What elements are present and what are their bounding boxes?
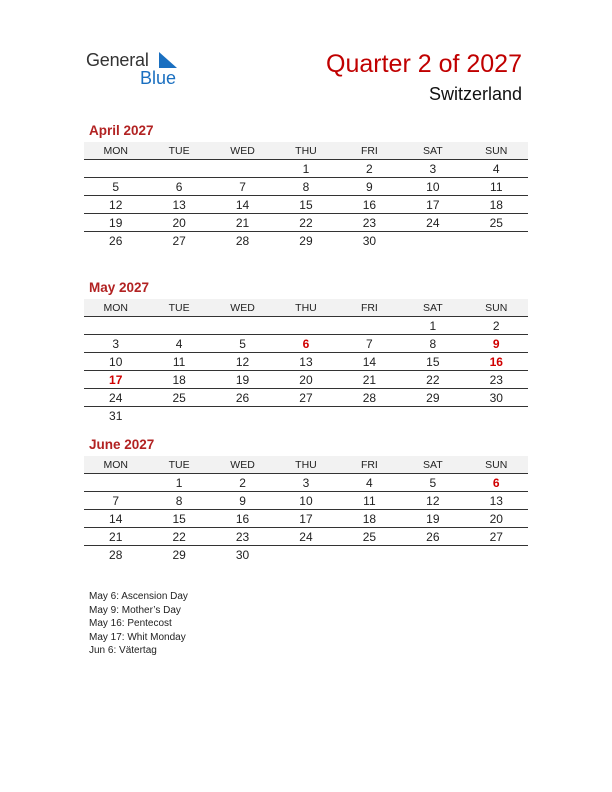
empty-day-cell — [274, 546, 337, 564]
day-cell: 21 — [338, 371, 401, 389]
generalblue-logo — [86, 50, 196, 90]
day-cell: 7 — [211, 178, 274, 196]
day-cell: 6 — [274, 335, 337, 353]
day-cell: 10 — [401, 178, 464, 196]
week-row — [84, 335, 528, 353]
weekday-header: WED — [211, 456, 274, 474]
weekday-header: THU — [274, 456, 337, 474]
day-cell: 19 — [84, 214, 147, 232]
weekday-header: FRI — [338, 299, 401, 317]
day-cell: 1 — [274, 160, 337, 178]
day-cell: 22 — [147, 528, 210, 546]
day-cell: 14 — [338, 353, 401, 371]
week-row — [84, 178, 528, 196]
day-cell: 30 — [235, 547, 250, 562]
day-cell: 2 — [211, 474, 274, 492]
weekday-header: SAT — [401, 142, 464, 160]
empty-day-cell — [465, 546, 528, 564]
day-cell: 16 — [211, 510, 274, 528]
week-row — [84, 492, 528, 510]
day-cell: 27 — [172, 233, 186, 248]
day-cell: 15 — [401, 353, 464, 371]
day-cell: 19 — [401, 510, 464, 528]
day-cell: 25 — [338, 528, 401, 546]
empty-day-cell — [211, 407, 274, 425]
holiday-note: May 6: Ascension Day — [89, 591, 188, 602]
holiday-notes — [89, 590, 188, 658]
day-cell: 4 — [147, 335, 210, 353]
day-cell: 13 — [147, 196, 210, 214]
weekday-header: TUE — [147, 299, 210, 317]
month-may — [84, 279, 528, 424]
week-row — [84, 528, 528, 546]
day-cell: 8 — [147, 492, 210, 510]
page-title: Quarter 2 of 2027 — [326, 50, 522, 78]
empty-day-cell — [84, 474, 147, 492]
day-cell: 11 — [338, 492, 401, 510]
weekday-header: WED — [211, 142, 274, 160]
day-cell: 10 — [274, 492, 337, 510]
day-cell: 27 — [274, 389, 337, 407]
logo-text-general: General — [86, 50, 149, 70]
month-title: June 2027 — [89, 437, 155, 452]
holiday-note: May 9: Mother’s Day — [89, 604, 181, 616]
empty-day-cell — [274, 317, 337, 335]
logo-flag-icon — [159, 52, 177, 68]
day-cell: 15 — [147, 510, 210, 528]
weekday-header-row — [84, 142, 528, 160]
month-april — [84, 122, 528, 249]
empty-day-cell — [465, 407, 528, 425]
day-cell: 27 — [465, 528, 528, 546]
weekday-header: MON — [84, 456, 147, 474]
weekday-header: THU — [274, 299, 337, 317]
empty-day-cell — [211, 317, 274, 335]
day-cell: 18 — [338, 510, 401, 528]
day-cell: 13 — [465, 492, 528, 510]
empty-day-cell — [84, 160, 147, 178]
month-title: May 2027 — [89, 280, 150, 295]
empty-day-cell — [338, 317, 401, 335]
day-cell: 16 — [465, 353, 528, 371]
weekday-header: WED — [211, 299, 274, 317]
calendar-table — [84, 142, 528, 249]
day-cell: 9 — [211, 492, 274, 510]
day-cell: 1 — [147, 474, 210, 492]
week-row — [84, 546, 528, 564]
empty-day-cell — [84, 317, 147, 335]
day-cell: 11 — [465, 178, 528, 196]
day-cell: 18 — [465, 196, 528, 214]
day-cell: 9 — [338, 178, 401, 196]
day-cell: 26 — [211, 389, 274, 407]
country-name: Switzerland — [428, 84, 522, 104]
weekday-header: FRI — [338, 142, 401, 160]
day-cell: 23 — [465, 371, 528, 389]
day-cell: 24 — [84, 389, 147, 407]
day-cell: 4 — [465, 160, 528, 178]
day-cell: 22 — [401, 371, 464, 389]
day-cell: 17 — [274, 510, 337, 528]
day-cell: 5 — [401, 474, 464, 492]
day-cell: 3 — [84, 335, 147, 353]
calendar-table — [84, 299, 528, 424]
week-row — [84, 510, 528, 528]
day-cell: 29 — [299, 233, 313, 248]
day-cell: 15 — [274, 196, 337, 214]
day-cell: 17 — [84, 371, 147, 389]
day-cell: 8 — [274, 178, 337, 196]
day-cell: 20 — [147, 214, 210, 232]
day-cell: 28 — [338, 389, 401, 407]
day-cell: 7 — [338, 335, 401, 353]
day-cell: 2 — [338, 160, 401, 178]
day-cell: 31 — [109, 408, 123, 423]
day-cell: 7 — [84, 492, 147, 510]
day-cell: 25 — [147, 389, 210, 407]
logo-text-blue: Blue — [140, 68, 177, 88]
week-row — [84, 407, 528, 425]
day-cell: 14 — [84, 510, 147, 528]
day-cell: 28 — [109, 547, 123, 562]
empty-day-cell — [401, 232, 464, 250]
empty-day-cell — [338, 407, 401, 425]
day-cell: 12 — [211, 353, 274, 371]
week-row — [84, 389, 528, 407]
empty-day-cell — [465, 232, 528, 250]
day-cell: 9 — [465, 335, 528, 353]
day-cell: 6 — [147, 178, 210, 196]
day-cell: 1 — [401, 317, 464, 335]
day-cell: 29 — [172, 547, 186, 562]
day-cell: 29 — [401, 389, 464, 407]
week-row — [84, 371, 528, 389]
day-cell: 26 — [401, 528, 464, 546]
weekday-header: MON — [84, 299, 147, 317]
day-cell: 23 — [338, 214, 401, 232]
weekday-header: TUE — [147, 142, 210, 160]
day-cell: 24 — [274, 528, 337, 546]
day-cell: 30 — [362, 233, 377, 248]
day-cell: 14 — [211, 196, 274, 214]
weekday-header: SAT — [401, 299, 464, 317]
empty-day-cell — [274, 407, 337, 425]
day-cell: 30 — [465, 389, 528, 407]
day-cell: 20 — [465, 510, 528, 528]
day-cell: 23 — [211, 528, 274, 546]
day-cell: 19 — [211, 371, 274, 389]
holiday-note: May 17: Whit Monday — [89, 631, 186, 643]
empty-day-cell — [401, 407, 464, 425]
month-title: April 2027 — [89, 123, 154, 138]
week-row — [84, 317, 528, 335]
empty-day-cell — [211, 160, 274, 178]
holiday-note: Jun 6: Vätertag — [89, 645, 157, 656]
day-cell: 5 — [84, 178, 147, 196]
day-cell: 21 — [84, 528, 147, 546]
weekday-header: FRI — [338, 456, 401, 474]
day-cell: 10 — [84, 353, 147, 371]
weekday-header: SUN — [465, 299, 528, 317]
weekday-header-row — [84, 456, 528, 474]
day-cell: 3 — [274, 474, 337, 492]
week-row — [84, 214, 528, 232]
day-cell: 12 — [84, 196, 147, 214]
day-cell: 8 — [401, 335, 464, 353]
day-cell: 2 — [465, 317, 528, 335]
day-cell: 20 — [274, 371, 337, 389]
day-cell: 24 — [401, 214, 464, 232]
week-row — [84, 232, 528, 250]
empty-day-cell — [147, 317, 210, 335]
weekday-header: SAT — [401, 456, 464, 474]
day-cell: 12 — [401, 492, 464, 510]
empty-day-cell — [147, 407, 210, 425]
weekday-header: SUN — [465, 456, 528, 474]
day-cell: 18 — [147, 371, 210, 389]
day-cell: 26 — [109, 233, 123, 248]
day-cell: 21 — [211, 214, 274, 232]
week-row — [84, 196, 528, 214]
day-cell: 17 — [401, 196, 464, 214]
day-cell: 4 — [338, 474, 401, 492]
empty-day-cell — [338, 546, 401, 564]
day-cell: 25 — [465, 214, 528, 232]
day-cell: 5 — [211, 335, 274, 353]
day-cell: 16 — [338, 196, 401, 214]
empty-day-cell — [147, 160, 210, 178]
calendar-table — [84, 456, 528, 563]
weekday-header: SUN — [465, 142, 528, 160]
weekday-header-row — [84, 299, 528, 317]
weekday-header: THU — [274, 142, 337, 160]
day-cell: 6 — [465, 474, 528, 492]
day-cell: 13 — [274, 353, 337, 371]
holiday-note: May 16: Pentecost — [89, 618, 172, 629]
week-row — [84, 160, 528, 178]
month-june — [84, 436, 528, 563]
day-cell: 11 — [147, 353, 210, 371]
week-row — [84, 474, 528, 492]
weekday-header: TUE — [147, 456, 210, 474]
day-cell: 3 — [401, 160, 464, 178]
empty-day-cell — [401, 546, 464, 564]
day-cell: 28 — [235, 233, 250, 248]
week-row — [84, 353, 528, 371]
day-cell: 22 — [274, 214, 337, 232]
weekday-header: MON — [84, 142, 147, 160]
